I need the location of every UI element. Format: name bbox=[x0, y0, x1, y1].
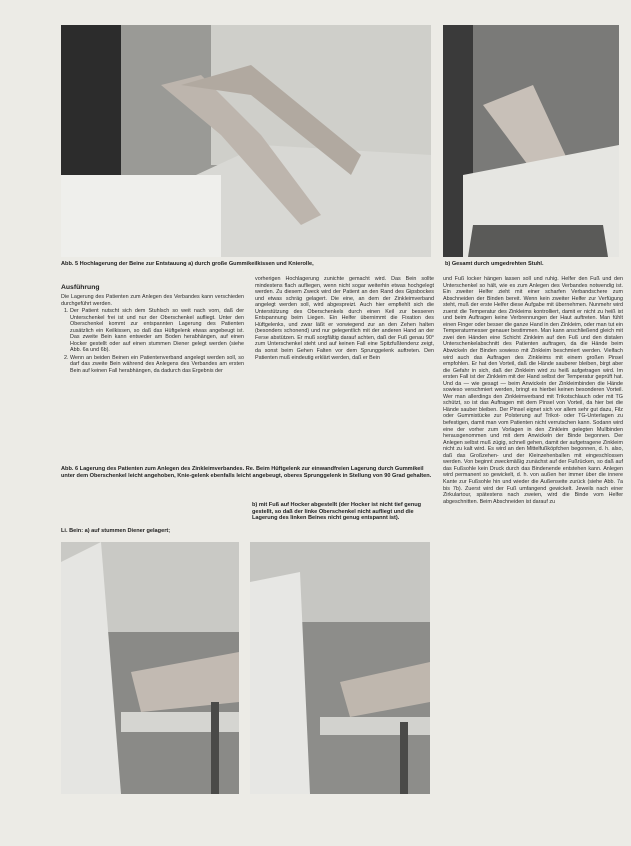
caption-abb6: Abb. 6 Lagerung des Patienten zum Anlegen des Zinkleimverbandes. Re. Beim Hüftgelenk zur einwandfreien Lagerung durch Gummikeil unter dem Oberschenkel leicht angehoben, Knie-gelenk ebenfalls leicht angebeugt, oberes Sprunggelenk in Stellung von 90 Grad gehalten. bbox=[61, 466, 432, 479]
photo-abb5a bbox=[61, 25, 431, 257]
photo-legs-elevated bbox=[61, 25, 431, 257]
photo-nurse-hocker bbox=[250, 542, 430, 794]
photo-abb6b bbox=[250, 542, 430, 794]
column-1 bbox=[61, 294, 244, 462]
photo-abb5b bbox=[443, 25, 619, 257]
list-item: 1. Der Patient nutscht sich dem Stuhlsch so weit nach vorn, daß der Unterschenkel frei ist und nur der Oberschenkel aufliegt. Unter den Oberschenkel kommt zur entspannten Lagerung des Patienten zusätzlich ein Keilkissen, so daß das Hüftgelenk etwas angebeugt ist. Das zweite Bein kann entweder am Boden herabhängen, auf einen Hocker gestellt oder auf einen stummen Diener gelegt werden (siehe Abb. 6a und 6b). bbox=[70, 308, 244, 354]
photo-legs-on-chair bbox=[443, 25, 619, 257]
photo-nurse-stool bbox=[61, 542, 239, 794]
col1-intro: Die Lagerung des Patienten zum Anlegen des Verbandes kann verschieden durchgeführt werden. bbox=[61, 294, 244, 307]
column-2: vorherigen Hochlagerung zunichte gemacht wird. Das Bein sollte mindestens flach aufliegen, wenn nicht sogar weiterhin etwas hochgelegt werden. Zu diesem Zweck wird der Patient an den Rand des Gipsbockes und etwas schräg gelagert. Die eine, an dem der Zinkleimverband angelegt werden soll, wird abgespreizt. Auch hier empfiehlt sich die Unterstützung des Oberschenkels durch einen Keil zur besseren Entspannung beim Liegen. Ein Helfer übernimmt die Fixation des Hüftgelenks, und zwar läßt er vorwiegend zur an den Zehen halten (besonders schonend) und nur gelegentlich mit der anderen Hand an der Ferse abstützen. Er muß sorgfältig darauf achten, daß der Fuß genau 90° zum Unterschenkel steht und auf keinen Fall eine Spitzfußtendenz zeigt, da sonst beim Gehen Falten vor dem Sprunggelenk auftreten. Den Patienten muß eindeutig erklärt werden, daß er Bein bbox=[255, 276, 434, 361]
caption-abb5b: b) Gesamt durch umgedrehten Stuhl. bbox=[445, 261, 544, 267]
col1-list bbox=[61, 308, 244, 374]
photo-abb6a bbox=[61, 542, 239, 794]
caption-abb6b: b) mit Fuß auf Hocker abgestellt (der Hocker ist nicht tief genug gestellt, so daß der linke Oberschenkel nicht aufliegt und die Lagerung des linken Beines nicht genug entspannt ist). bbox=[252, 502, 422, 522]
section-heading: Ausführung bbox=[61, 284, 100, 291]
list-item: 2. Wenn an beiden Beinen ein Patientenverband angelegt werden soll, so darf das zweite Bein während des Anlegens des Verbandes am ersten Bein auf keinen Fall herabhängen, da dadurch das Ergebnis der bbox=[70, 355, 244, 375]
column-3: und Fuß locker hängen lassen soll und ruhig. Helfer den Fuß und den Unterschenkel so hält, wie es zum Anlegen des Verbandes notwendig ist. Ein zweiter Helfer zieht mit einer scharfen Verbandschere zum Abschneiden der Binden bereit. Wenn kein zweiter Helfer zur Verfügung steht, muß der erste Helfer diese Aufgabe mit übernehmen. Nunmehr wird zuerst die Temperatur des Zinkleims kontrolliert, damit er nicht zu heiß ist und beim Auftragen keine Verbrennungen der Haut auftreten. Man fühlt einen Finger oder besser die ganze Hand in den Zinkleim, oder man tut ein Temperaturmesser genauer bestimmen. Man kann anschließend gleich mit zwei den Händen eine Schicht Zinkleim auf den Fuß und den distalen Unterschenkelabschnitt des Patienten auftragen, da die Hände beim Abwickeln der Binden sowieso mit Zinkleim beschmiert werden. Vielfach wird auch das Auftragen des Zinkleims mit einem großen Pinsel empfohlen. Er hat den Vorteil, daß die Hände sauberer bleiben, birgt aber die Gefahr in sich, daß der Zinkleim wird zu heiß aufgetragen wird. Im ersten Fall ist der Zinkleim mit der Hand selbst der Temperatur geprüft hat. Und da — wie gesagt — beim Anwickeln der Zinkleimbinden die Hände sowieso verschmiert werden, bringt es hierbei keinen besonderen Vorteil. Wer man allerdings den Zinkleimverband mit Trikotschlauch oder mit TG schützt, so ist das Auftragen mit dem Pinsel von Vorteil, da hier bei die Hände sauber bleiben. Der Pinsel eignet sich vor allem sehr gut dazu, Filz oder Gummistücke zur Polsterung auf Trikot- oder TG-Unterlagen zu befestigen, damit man vom Patienten nicht verrutschen kann. Sodann wird eine der vorher zum Vorlagen in den Zinkleim gelegten Mullbinden herausgenommen und mit dem Anwickeln der Binde begonnen. Der Anlegen selbst muß zügig, schnell gehen, damit der aufgetragene Zinkleim nicht zu kalt wird. Es wird an den Mittelfußköpfchen begonnen, d. h. also, daß das Großzehen- und der Kleinzehenballen mit eingeschlossen werden. Von beginnt zweckmäßig zunächst auf der Fußrücken, so daß auf das Fußsohle kein Druck durch das Bindenende entstehen kann. Anlegen wird permanent so gewickelt, d. h. von außen her immer über die innere Kante zur Fußsohle hin und wieder die Außenseite zurück (siehe Abb. 7a bis 7b). Zuerst wird der Fuß umfangend gewickelt. Jeweils nach einer Zirkulartour, spätestens nach zweien, wird die Binde vom Helfer abgeschnitten. Beim Abschneiden ist darauf zu bbox=[443, 276, 623, 505]
caption-abb5: Abb. 5 Hochlagerung der Beine zur Entstauung a) durch große Gummikeilkissen und Knierolle, bbox=[61, 261, 314, 267]
caption-abb6a: Li. Bein: a) auf stummen Diener gelagert; bbox=[61, 528, 171, 534]
